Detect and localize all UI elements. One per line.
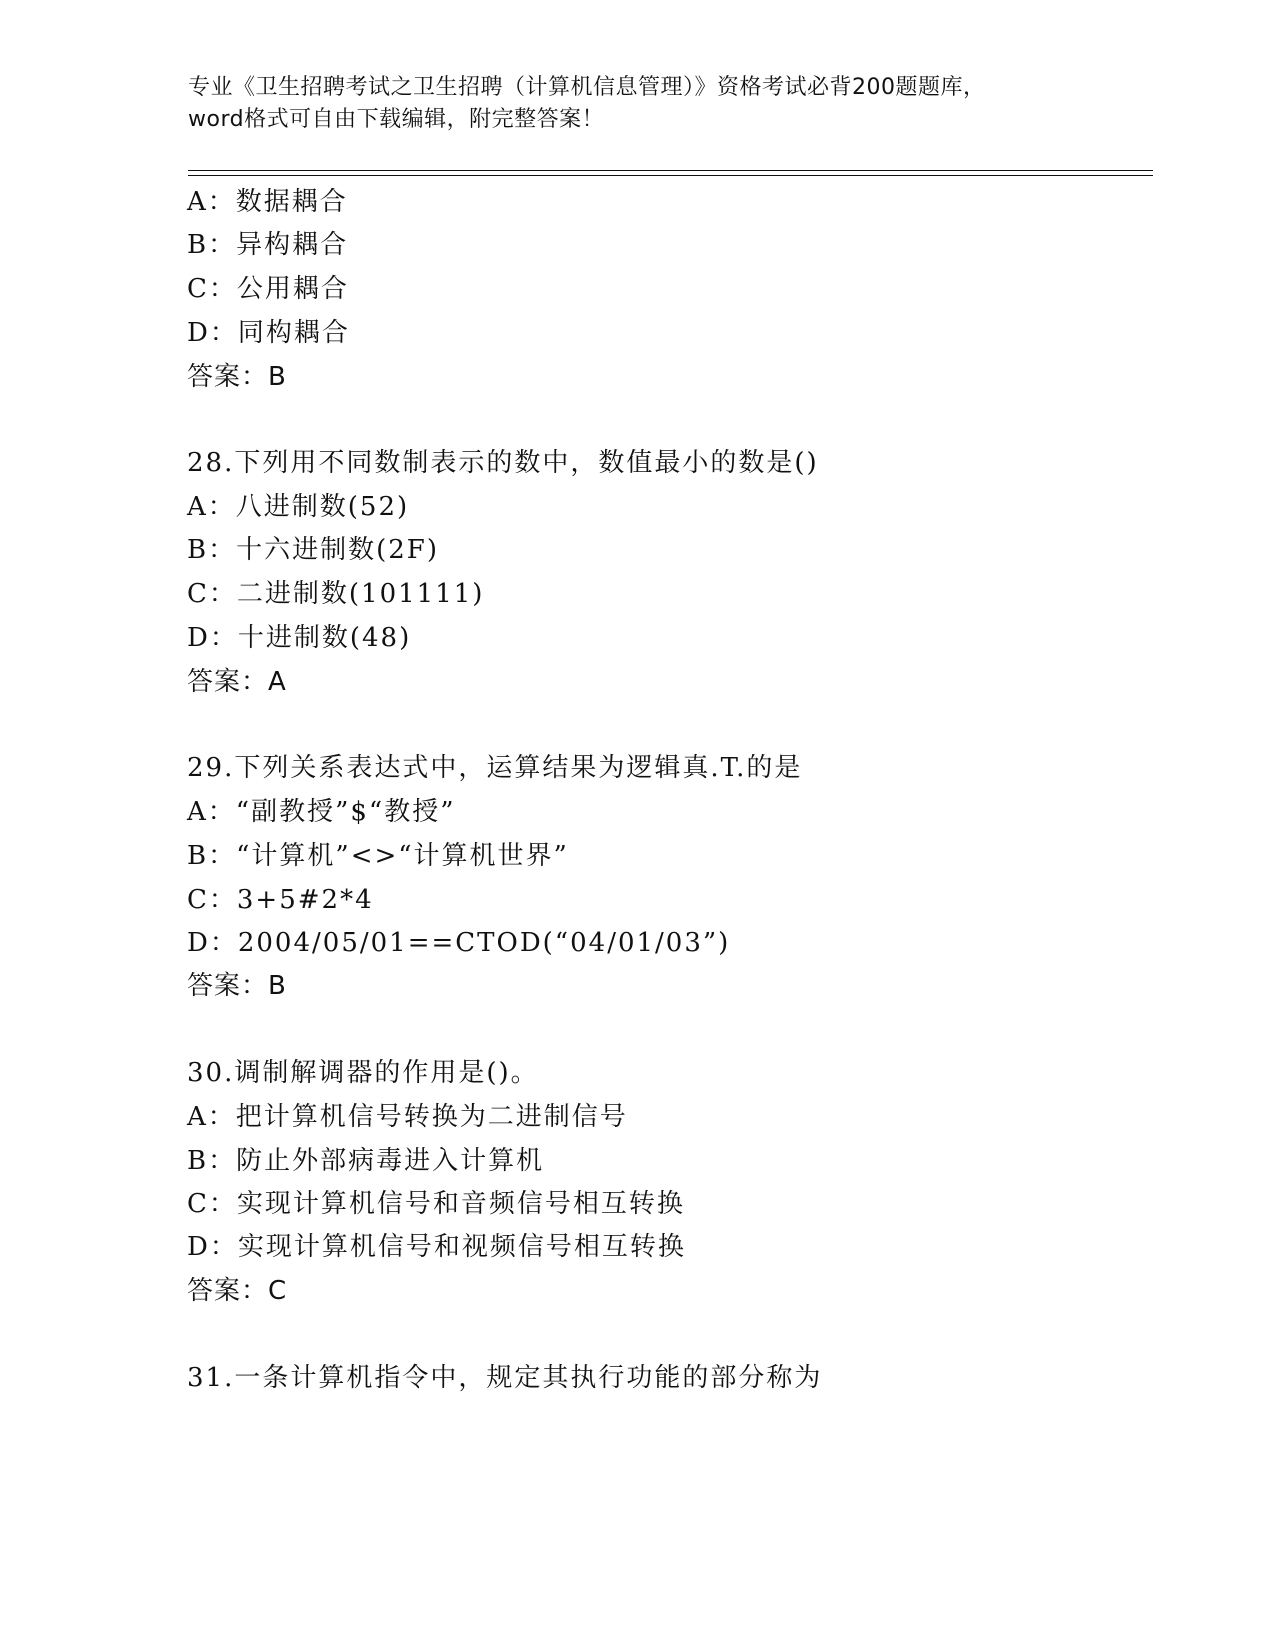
q27-option-c: C：公用耦合 [187,274,349,304]
q31-stem: 31.一条计算机指令中，规定其执行功能的部分称为 [187,1363,823,1393]
q29-answer: 答案：B [187,971,287,1001]
doc-header-line-2: word格式可自由下载编辑，附完整答案！ [188,107,605,132]
q28-answer: 答案：A [187,667,287,697]
q30-answer: 答案：C [187,1276,288,1306]
q28-stem: 28.下列用不同数制表示的数中，数值最小的数是() [187,448,819,478]
q27-option-a: A：数据耦合 [187,187,348,217]
q29-stem: 29.下列关系表达式中，运算结果为逻辑真.T.的是 [187,753,803,783]
doc-header-line-1: 专业《卫生招聘考试之卫生招聘（计算机信息管理）》资格考试必背200题题库， [188,75,986,100]
q27-answer: 答案：B [187,362,287,392]
q30-stem: 30.调制解调器的作用是()。 [187,1058,539,1088]
q30-option-a: A：把计算机信号转换为二进制信号 [187,1102,628,1132]
q28-option-b: B：十六进制数(2F) [187,535,439,565]
q29-option-c: C：3+5#2*4 [187,885,374,915]
q27-option-b: B：异构耦合 [187,230,349,260]
q28-option-a: A：八进制数(52) [187,492,410,522]
q28-option-d: D：十进制数(48) [187,623,412,653]
q28-option-c: C：二进制数(101111) [187,579,485,609]
q27-option-d: D：同构耦合 [187,318,350,348]
q30-option-d: D：实现计算机信号和视频信号相互转换 [187,1232,686,1262]
q29-option-a: A：“副教授”$“教授” [187,797,456,827]
q29-option-d: D：2004/05/01==CTOD(“04/01/03”) [187,928,731,958]
header-rule-bottom [188,175,1153,176]
q29-option-b: B：“计算机”<>“计算机世界” [187,841,569,871]
q30-option-b: B：防止外部病毒进入计算机 [187,1146,545,1176]
q30-option-c: C：实现计算机信号和音频信号相互转换 [187,1189,685,1219]
header-rule-top [188,170,1153,171]
